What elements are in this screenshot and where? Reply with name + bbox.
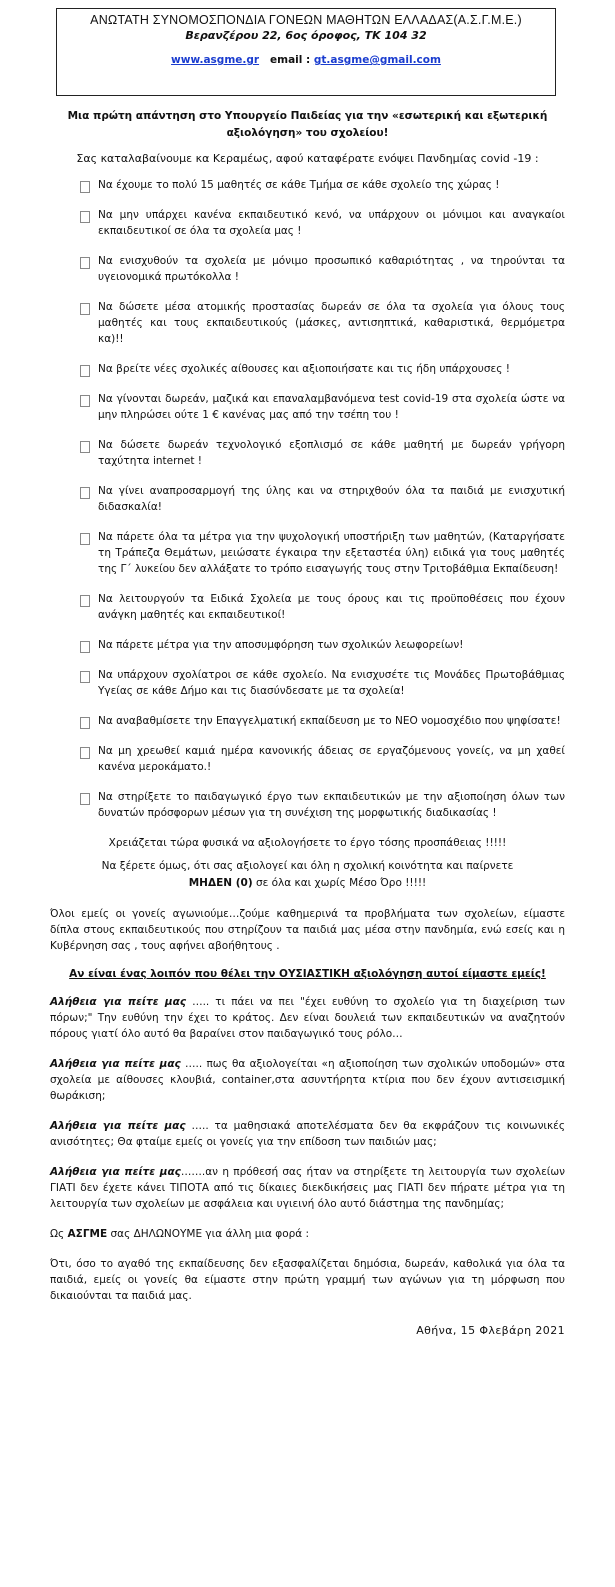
demand-item — [50, 667, 565, 699]
demand-text: Να δώσετε δωρεάν τεχνολογικό εξοπλισμό σε κάθε μαθητή με δωρεάν γρήγορη ταχύτητα internet ! — [98, 439, 565, 467]
demand-item — [50, 637, 565, 653]
demand-text: Να δώσετε μέσα ατομικής προστασίας δωρεάν σε όλα τα σχολεία για όλους τους μαθητές και τους εκπαιδευτικούς (μάσκες, αντισηπτικά, καθαριστικά, θερμόμετρα κα)!! — [98, 301, 565, 345]
demand-text: Να μη χρεωθεί καμιά ημέρα κανονικής άδειας σε εργαζόμενους γονείς, να μη χαθεί κανένα μεροκάματο.! — [98, 745, 565, 773]
checkbox-icon — [80, 793, 90, 805]
demand-text: Να πάρετε όλα τα μέτρα για την ψυχολογική υποστήριξη των μαθητών, (Καταργήσατε τη Τράπεζα Θεμάτων, μειώσατε έγκαιρα την εξεταστέα ύλη) ειδικά για τους μαθητές της Γ΄ λυκείου δεν αλλάξατε το τρόπο εισαγωγής τους στην Τριτοβάθμια Εκπαίδευση! — [98, 531, 565, 575]
demand-text: Να λειτουργούν τα Ειδικά Σχολεία με τους όρους και τις προϋποθέσεις που έχουν ανάγκη μαθητές και εκπαιδευτικοί! — [98, 593, 565, 621]
demand-item — [50, 529, 565, 577]
checkbox-icon — [80, 211, 90, 223]
email-link[interactable]: gt.asgme@gmail.com — [313, 54, 441, 66]
demand-item — [50, 299, 565, 347]
demand-item — [50, 177, 565, 193]
truth-text: ….. τι πάει να πει "έχει ευθύνη το σχολείο για τη διαχείριση των πόρων;" Την ευθύνη την έχει το κράτος. Δεν είναι δουλειά των εκπαιδευτικών να αναζητούν πόρους γιατί όλο αυτό θα βαραίνει στον παιδαγωγικό τους ρόλο… — [50, 996, 565, 1040]
demand-item — [50, 253, 565, 285]
checkbox-icon — [80, 533, 90, 545]
document-title: Μια πρώτη απάντηση στο Υπουργείο Παιδείας για την «εσωτερική και εξωτερική αξιολόγηση» του σχολείου! — [67, 110, 548, 139]
truth-paragraph — [50, 1056, 565, 1104]
checkbox-icon — [80, 395, 90, 407]
demand-text: Να έχουμε το πολύ 15 μαθητές σε κάθε Τμήμα σε κάθε σχολείο της χώρας ! — [98, 179, 500, 191]
checkbox-icon — [80, 303, 90, 315]
demand-item — [50, 713, 565, 729]
declaration-prefix: Ως — [50, 1228, 65, 1240]
truth-text: ….. τα μαθησιακά αποτελέσματα δεν θα εκφράζουν τις κοινωνικές ανισότητες; Θα φταίμε εμείς οι γονείς για την επίδοση των παιδιών μας; — [50, 1120, 566, 1148]
final-paragraph: Ότι, όσο το αγαθό της εκπαίδευσης δεν εξασφαλίζεται δημόσια, δωρεάν, καθολικά για όλα τα παιδιά, εμείς οι γονείς θα είμαστε στην πρώτη γραμμή των αγώνων για τη μόρφωση που δικαιούνται τα παιδιά μας. — [50, 1258, 565, 1302]
demand-item — [50, 743, 565, 775]
demand-text: Να γίνονται δωρεάν, μαζικά και επαναλαμβανόμενα test covid-19 στα σχολεία ώστε να μην πληρώσει ούτε 1 € κανένας μας από την τσέπη του ! — [98, 393, 565, 421]
demand-text: Να ενισχυθούν τα σχολεία με μόνιμο προσωπικό καθαριότητας , να τηρούνται τα υγειονομικά πρωτόκολλα ! — [98, 255, 565, 283]
demand-item — [50, 361, 565, 377]
truth-lead: Αλήθεια για πείτε μας — [50, 1058, 181, 1070]
checkbox-icon — [80, 641, 90, 653]
demand-text: Να μην υπάρχει κανένα εκπαιδευτικό κενό, να υπάρχουν οι μόνιμοι και αναγκαίοι εκπαιδευτικοί σε όλα τα σχολεία μας ! — [98, 209, 565, 237]
checkbox-icon — [80, 671, 90, 683]
letterhead-box — [56, 8, 556, 96]
truth-lead: Αλήθεια για πείτε μας — [50, 1120, 186, 1132]
demand-item — [50, 483, 565, 515]
declaration-org: ΑΣΓΜΕ — [67, 1228, 108, 1240]
demand-item — [50, 789, 565, 821]
declaration-line — [50, 1226, 565, 1242]
truth-paragraph — [50, 994, 565, 1042]
truth-text: ….. πως θα αξιολογείται «η αξιοποίηση των σχολικών υποδομών» στα σχολεία με αίθουσες κλουβιά, container,στα ασυντήρητα κτίρια που δεν έχουν αντισεισμική θωράκιση; — [50, 1058, 565, 1102]
demand-item — [50, 207, 565, 239]
zero-grade-text-c: σε όλα και χωρίς Μέσο Όρο !!!!! — [255, 877, 427, 889]
demand-text: Να στηρίξετε το παιδαγωγικό έργο των εκπαιδευτικών με την αξιοποίηση όλων των δυνατών πρόσφορων μέσων για τη συνέχιση της μορφωτικής διαδικασίας ! — [98, 791, 565, 819]
demand-item — [50, 591, 565, 623]
truth-lead: Αλήθεια για πείτε μας — [50, 996, 187, 1008]
intro-line: Σας καταλαβαίνουμε κα Κεραμέως, αφού καταφέρατε ενόψει Πανδημίας covid -19 : — [76, 152, 539, 165]
demand-text: Να αναβαθμίσετε την Επαγγελματική εκπαίδευση με το ΝΕΟ νομοσχέδιο που ψηφίσατε! — [98, 715, 561, 727]
substantive-evaluation-heading: Αν είναι ένας λοιπόν που θέλει την ΟΥΣΙΑΣΤΙΚΗ αξιολόγηση αυτοί είμαστε εμείς! — [69, 968, 546, 980]
checkbox-icon — [80, 487, 90, 499]
truth-questions — [50, 994, 565, 1212]
checkbox-icon — [80, 747, 90, 759]
truth-lead: Αλήθεια για πείτε μας — [50, 1166, 181, 1178]
organization-name: ΑΝΩΤΑΤΗ ΣΥΝΟΜΟΣΠΟΝΔΙΑ ΓΟΝΕΩΝ ΜΑΘΗΤΩΝ ΕΛΛΑΔΑΣ(Α.Σ.Γ.Μ.Ε.) — [90, 13, 522, 27]
evaluate-line: Χρειάζεται τώρα φυσικά να αξιολογήσετε το έργο τόσης προσπάθειας !!!!! — [108, 837, 507, 849]
document-body — [50, 108, 565, 1337]
demand-text: Να υπάρχουν σχολίατροι σε κάθε σχολείο. Να ενισχυσέτε τις Μονάδες Πρωτοβάθμιας Υγείας σε κάθε Δήμο και τις διασύνδεσατε με τα σχολεία! — [98, 669, 565, 697]
website-link[interactable]: www.asgme.gr — [171, 54, 260, 66]
zero-grade-line — [50, 858, 565, 892]
demand-item — [50, 391, 565, 423]
declaration-rest: σας ΔΗΛΩΝΟΥΜΕ για άλλη μια φορά : — [110, 1228, 310, 1240]
parents-paragraph: Όλοι εμείς οι γονείς αγωνιούμε…ζούμε καθημερινά τα προβλήματα των σχολείων, είμαστε δίπλα στους εκπαιδευτικούς που στηρίζουν τα παιδιά μας μέσα στην πανδημία, ενώ εσείς και η Κυβέρνηση σας , τους αφήνει αβοήθητους . — [50, 908, 565, 952]
checkbox-icon — [80, 441, 90, 453]
place-date-signature: Αθήνα, 15 Φλεβάρη 2021 — [416, 1324, 565, 1337]
demand-item — [50, 437, 565, 469]
checkbox-icon — [80, 257, 90, 269]
demand-text: Να βρείτε νέες σχολικές αίθουσες και αξιοποιήσατε και τις ήδη υπάρχουσες ! — [98, 363, 510, 375]
organization-address: Βερανζέρου 22, 6ος όροφος, ΤΚ 104 32 — [185, 29, 427, 42]
checkbox-icon — [80, 181, 90, 193]
zero-grade-text-a: Να ξέρετε όμως, ότι σας αξιολογεί και όλη η σχολική κοινότητα και παίρνετε — [101, 860, 514, 872]
truth-text: …….αν η πρόθεσή σας ήταν να στηρίξετε τη λειτουργία των σχολείων ΓΙΑΤΙ δεν έχετε κάνει ΤΙΠΟΤΑ από τις δίκαιες διεκδικήσεις μας ΓΙΑΤΙ δεν πήρατε μέτρα για τη λειτουργία των σχολείων με ασφάλεια και υγιεινή όλο αυτό διάστημα της πανδημίας; — [50, 1166, 565, 1210]
checkbox-icon — [80, 717, 90, 729]
truth-paragraph — [50, 1118, 565, 1150]
checkbox-icon — [80, 595, 90, 607]
zero-grade-bold: ΜΗΔΕΝ (0) — [188, 877, 253, 889]
demand-text: Να πάρετε μέτρα για την αποσυμφόρηση των σχολικών λεωφορείων! — [98, 639, 464, 651]
truth-paragraph — [50, 1164, 565, 1212]
demands-list — [50, 177, 565, 821]
checkbox-icon — [80, 365, 90, 377]
demand-text: Να γίνει αναπροσαρμογή της ύλης και να στηριχθούν όλα τα παιδιά με ενισχυτική διδασκαλία! — [98, 485, 565, 513]
contact-line — [57, 54, 555, 66]
email-label: email : — [270, 54, 311, 66]
